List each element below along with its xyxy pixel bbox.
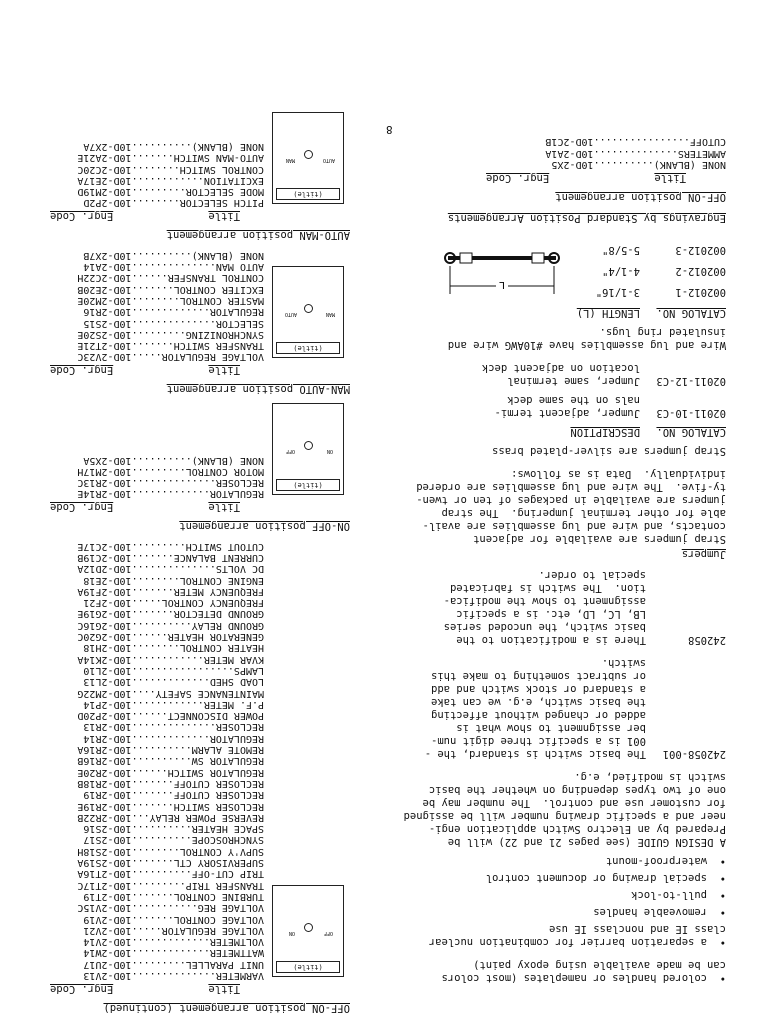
strap-text: Strap jumpers are silver-plated brass — [492, 445, 726, 457]
mod2-block — [366, 568, 726, 646]
wire-text: Wire and lug assemblies have #10AWG wire and insulated ring lugs. — [447, 326, 726, 351]
title-header: Title — [208, 364, 240, 377]
offon-heading: OFF-ON position arrangement — [555, 191, 726, 203]
strap-catalog-header: CATALOG NO. — [656, 426, 726, 438]
manauto-list: REGULATOR.............10D-2R14E RECLOSER..............10D-2R13C MOTOR CONTROL.........10D-2M17H NONE (BLANK)..........10D-2X5A — [77, 454, 264, 500]
jumpers-paragraph: Strap jumpers are available for adjacent contacts, and wire and lug assemblies are avail- able for other terminal jumpering. The strap jumpers are available in packages of ten or twen- ty-five. The wire and lug assemblies are ordered individually. Data is as follows: — [416, 468, 726, 545]
plate-title: (title) — [276, 479, 340, 491]
nameplate-onoff — [272, 403, 344, 495]
wire-catalog: 002012-3 — [675, 244, 726, 256]
table-row — [366, 361, 726, 387]
strap-description: Jumper, adjacent termi- nals on the same deck — [494, 394, 640, 419]
nameplate-manauto — [272, 266, 344, 358]
nameplate-offon — [272, 885, 344, 977]
onoff-heading: ON-OFF position arrangement — [179, 520, 350, 533]
bullet-item: • removeable handles — [593, 906, 726, 918]
wire-length: 4-1/4" — [602, 265, 640, 277]
strap-table — [366, 361, 726, 438]
bullet-item: • waterproof-mount — [605, 855, 726, 867]
strap-catalog: 02011-12-C3 — [656, 375, 726, 387]
plate-on-label: ON — [326, 448, 333, 455]
wire-catalog: 002012-1 — [675, 286, 726, 298]
continued-heading: OFF-ON position arrangement (continued) — [103, 1002, 350, 1014]
code-header: Engr. Code — [50, 501, 114, 514]
code-header: Engr. Code — [50, 210, 114, 223]
intro-paragraph: Prepared by an Electro Switch application engi- neer and a specific drawing number will be assigned for customer use and control. The number may be one of two types depending on whether the basic switch is modified, e.g. — [403, 771, 726, 835]
knob-icon — [304, 441, 313, 450]
plate-off-label: OFF — [285, 448, 295, 455]
strap-description-header: DESCRIPTION — [570, 426, 640, 438]
wire-length: 3-1/16" — [595, 286, 640, 298]
offon-list: NONE (BLANK)..........10D-2X5 AMMETERS..............10D-2A1A CUTOFF................10D-2C1B — [545, 136, 726, 170]
wire-catalog-header: CATALOG NO. — [656, 307, 726, 319]
wire-length: 5-5/8" — [602, 244, 640, 256]
strap-description: Jumper, same terminal location on adjacent deck — [481, 362, 640, 387]
table-row — [566, 264, 726, 277]
plate-auto-label: AUTO — [322, 157, 335, 164]
nameplate-automan — [272, 112, 344, 204]
plate-man-label: MAN — [285, 157, 295, 164]
bullet-item: • a separation barrier for combination nuclear class IE and nonclass IE use — [428, 923, 726, 948]
mod2-text: There is a modification to the basic switch, the uncoded series LB, LC, LD, etc. is a specific assignment to show the modifica- tion. The switch is fabricated special to order. — [443, 569, 646, 646]
manauto-heading: MAN-AUTO position arrangement — [166, 383, 350, 396]
code-header: Engr. Code — [486, 172, 550, 184]
plate-auto-label: AUTO — [284, 311, 297, 318]
bullet-item: • special drawing or document control — [485, 872, 726, 884]
knob-icon — [304, 304, 313, 313]
strap-catalog: 02011-10-C3 — [656, 407, 726, 419]
mod1-block — [366, 656, 726, 760]
page-number: 8 — [386, 123, 393, 137]
title-header: Title — [208, 983, 240, 995]
mod2-code: 242058 — [688, 634, 726, 646]
dimension-label: L — [498, 279, 506, 290]
knob-icon — [304, 150, 313, 159]
wire-catalog: 002012-2 — [675, 265, 726, 277]
color-bullet: • colored handles or nameplates (most colors can be made available using epoxy paint) — [441, 959, 726, 984]
title-header: Title — [208, 501, 240, 514]
table-row — [566, 285, 726, 298]
plate-title: (title) — [276, 188, 340, 200]
wire-lug-drawing — [436, 236, 566, 306]
crimp-left — [532, 253, 544, 263]
right-column — [30, 112, 350, 1014]
table-row — [566, 243, 726, 256]
knob-icon — [304, 923, 313, 932]
pitch-list: PITCH SELECTOR........10D-2P2D MODE SELECTOR.........10D-2M19D EXCITATION............10D-2E17A CONTROL SWITCH........10D-2C20C AUTO-MAN SWITCH.......10D-2A21E NONE (BLANK)..........10D-2X7A — [77, 140, 264, 209]
plate-title: (title) — [276, 342, 340, 354]
automan-heading: AUTO-MAN position arrangement — [166, 229, 350, 242]
table-row — [366, 393, 726, 419]
mod1-text: The basic switch is standard, the - 001 is a specific three digit num- ber assignment to show what is added or changed without affecting the basic switch, e.g. we can take a standard or stock switch and add or subtract something to make this switch. — [424, 657, 646, 760]
design-guide-line: A DESIGN GUIDE (see pages 21 and 22) will be — [447, 836, 726, 848]
crimp-right — [460, 253, 472, 263]
code-header: Engr. Code — [50, 983, 114, 995]
automan-list: VOLTAGE REGULATOR.....10D-2V23C TRANSFER SWITCH.......10D-2T21E SYNCHRONIZING.........10D-2S20E SELECTOR..............10D-2S15 REGULATOR.............10D-2R16 MASTER CONTROL........10D-2M20E EXCITER CONTROL.......10D-2E20B CONTROL TRANSFER......10D-2C22H AUTO MAN..............10D-2A14 NONE (BLANK)..........10D-2X7B — [77, 249, 264, 363]
title-header: Title — [208, 210, 240, 223]
plate-off-label: OFF — [323, 930, 333, 936]
plate-on-label: ON — [288, 930, 295, 936]
wire-length-header: LENGTH (L) — [576, 307, 640, 319]
title-header: Title — [654, 172, 686, 184]
bullet-item: • pull-to-lock — [631, 889, 726, 901]
engravings-heading: Engravings by Standard Position Arrangements — [447, 212, 726, 224]
plate-title: (title) — [276, 961, 340, 973]
left-column — [366, 123, 726, 984]
mod1-code: 242058-001 — [662, 748, 726, 760]
long-list: VARMETER..............10D-2V13 UNIT PARALLEL.........10D-2U17 WATTMETER.............10D-2W14 VOLTMETER.............10D-2V14 VOLTAGE REGULATOR.....10D-2V21 VOLTAGE CONTROL.......10D-2V19 VOLTAGE REG...........10D-2V15C TURBINE CONTROL.......10D-2T19 TRANSFER TRIP.........10D-2T17C TRIP CUT-OFF..........10D-2T16A SUPERVISORY CTL.......10D-2S19A SUPV'Y CONTROL........10D-2S18H SYNCHROSCOPE..........10D-2S17 SPACE HEATER..........10D-2S16 REVERSE POWER RELAY...10D-2R22B RECLOSER SWITCH.......10D-2R19E RECLOSER CUTOFF.......10D-2R19 RECLOSER CUTOFF.......10D-2R18B REGULATOR SWITCH......10D-2R20E REGULATOR SW..........10D-2R16B REMOTE ALARM..........10D-2R16A REGULATOR.............10D-2R14 RECLOSER..............10D-2R13 POWER DISCONNECT......10D-2P20D P.F. METER............10D-2P14 MAINTENANCE SAFETY....10D-2M22G LOAD SHED.............10D-2L13 LAMPS.................10D-2L10 KVAR METER............10D-2K14A HEATER CONTROL........10D-2H18 GENERATOR HEATER......10D-2G20C GROUND RELAY..........10D-2G16C GROUND DETECTOR.......10D-2G19E FREQUENCY CONTROL.....10D-2F21 FREQUENCY METER.......10D-2F19A ENGINE CONTROL........10D-2E18 DC VOLTS..............10D-2D12A CURRENT BALANCE.......10D-2C19B CUTOUT SWITCH.........10D-2C17E — [77, 540, 264, 981]
jumpers-heading: Jumpers — [681, 548, 726, 560]
plate-man-label: MAN — [325, 311, 335, 318]
code-header: Engr. Code — [50, 364, 114, 377]
wire-table — [366, 236, 726, 319]
